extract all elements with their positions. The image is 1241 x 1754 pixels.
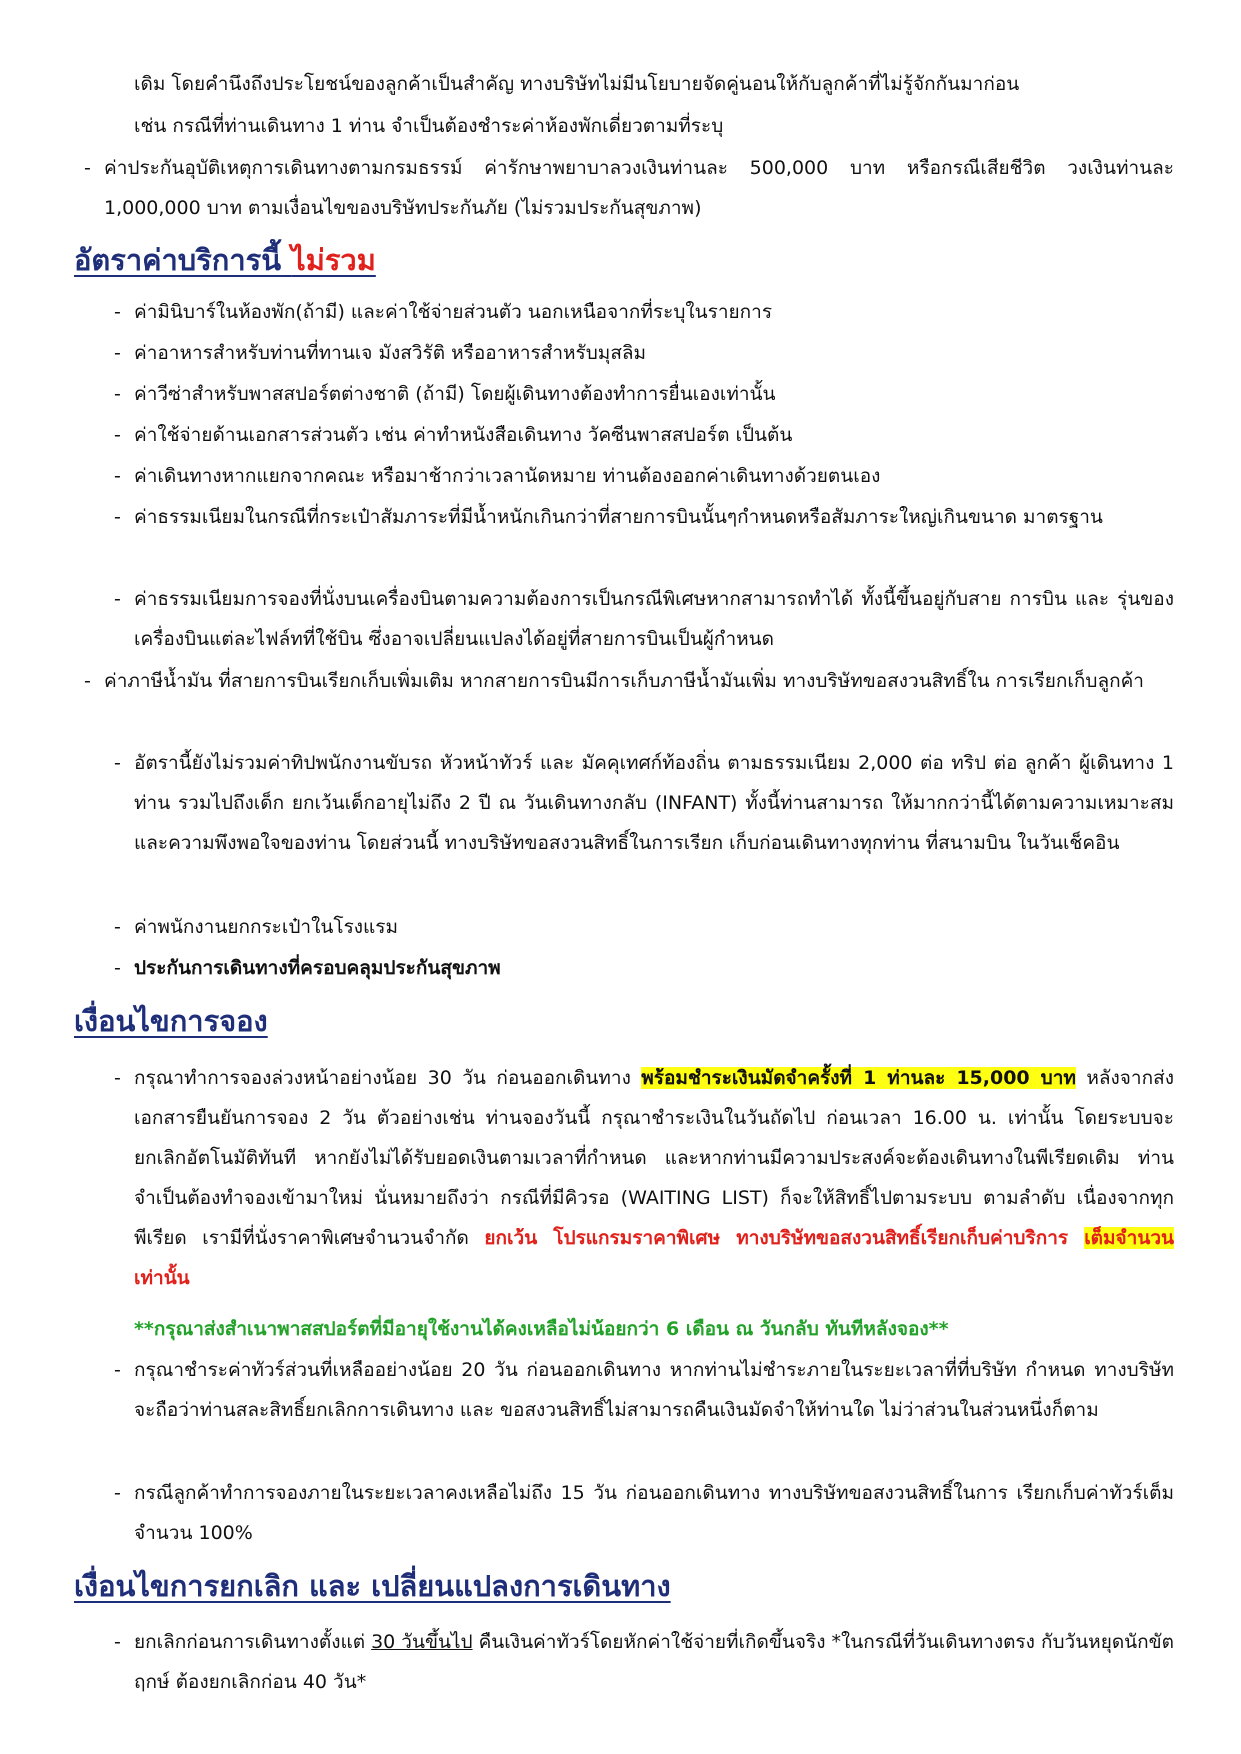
list-item-text xyxy=(134,1058,1174,1298)
bullet-dash: - xyxy=(114,424,121,446)
cancel-text: ยกเลิกก่อนการเดินทางตั้งแต่ xyxy=(134,1631,372,1653)
bullet-dash: - xyxy=(114,465,121,487)
bullet-dash: - xyxy=(114,301,121,323)
section-heading-cancellation: เงื่อนไขการยกเลิก และ เปลี่ยนแปลงการเดินทาง xyxy=(74,1569,671,1603)
section-heading-exclusions xyxy=(74,238,376,282)
intro-line-2: เช่น กรณีที่ท่านเดินทาง 1 ท่าน จำเป็นต้องชำระค่าห้องพักเดี่ยวตามที่ระบุ xyxy=(134,115,724,137)
full-amount-highlight: เต็มจำนวน xyxy=(1084,1227,1174,1249)
bullet-dash: - xyxy=(114,916,121,938)
list-item xyxy=(114,948,1174,988)
bullet-dash: - xyxy=(114,506,121,528)
heading-text-red: ไม่รวม xyxy=(291,243,376,277)
list-item xyxy=(114,333,1174,373)
list-item xyxy=(114,743,1174,863)
list-item xyxy=(114,292,1174,332)
list-item-text: ค่าพนักงานยกกระเป๋าในโรงแรม xyxy=(134,916,399,938)
list-item-text: ค่าอาหารสำหรับท่านที่ทานเจ มังสวิรัติ หรืออาหารสำหรับมุสลิม xyxy=(134,342,647,364)
special-program-note-end: เท่านั้น xyxy=(134,1267,190,1289)
list-item-text: ค่าเดินทางหากแยกจากคณะ หรือมาช้ากว่าเวลานัดหมาย ท่านต้องออกค่าเดินทางด้วยตนเอง xyxy=(134,465,881,487)
list-item-text: อัตรานี้ยังไม่รวมค่าทิปพนักงานขับรถ หัวหน้าทัวร์ และ มัคคุเทศก์ท้องถิ่น ตามธรรมเนียม 2,000 ต่อ ทริป ต่อ ลูกค้า ผู้เดินทาง 1 ท่าน รวมไปถึงเด็ก ยกเว้นเด็กอายุไม่ถึง 2 ปี ณ วันเดินทางกลับ (INFANT) ทั้งนี้ท่านสามารถ ให้มากกว่านี้ได้ตามความเหมาะสมและความพึงพอใจของท่าน โดยส่วนนี้ ทางบริษัทขอสงวนสิทธิ์ในการเรียก เก็บก่อนเดินทางทุกท่าน ที่สนามบิน ในวันเช็คอิน xyxy=(134,752,1174,854)
list-item-deposit xyxy=(114,1058,1174,1298)
bullet-dash: - xyxy=(114,1359,121,1381)
passport-note-text: **กรุณาส่งสำเนาพาสสปอร์ตที่มีอายุใช้งานได้คงเหลือไม่น้อยกว่า 6 เดือน ณ วันกลับ ทันทีหลังจอง** xyxy=(134,1318,949,1340)
list-item xyxy=(114,1622,1174,1702)
special-program-note: ยกเว้น โปรแกรมราคาพิเศษ ทางบริษัทขอสงวนสิทธิ์เรียกเก็บค่าบริการ xyxy=(484,1227,1085,1249)
list-item-text xyxy=(134,1622,1174,1702)
list-item-text: ค่าภาษีน้ำมัน ที่สายการบินเรียกเก็บเพิ่มเติม หากสายการบินมีการเก็บภาษีน้ำมันเพิ่ม ทางบริษัทขอสงวนสิทธิ์ใน การเรียกเก็บลูกค้า xyxy=(104,670,1144,692)
cancel-days-underlined: 30 วันขึ้นไป xyxy=(371,1631,473,1653)
passport-note xyxy=(134,1309,1174,1349)
bullet-dash: - xyxy=(114,588,121,610)
list-item-text: ค่าธรรมเนียมในกรณีที่กระเป๋าสัมภาระที่มีน้ำหนักเกินกว่าที่สายการบินนั้นๆกำหนดหรือสัมภาระใหญ่เกินขนาด มาตรฐาน xyxy=(134,506,1103,528)
list-item-text: กรณีลูกค้าทำการจองภายในระยะเวลาคงเหลือไม่ถึง 15 วัน ก่อนออกเดินทาง ทางบริษัทขอสงวนสิทธิ์ในการ เรียกเก็บค่าทัวร์เต็มจำนวน 100% xyxy=(134,1482,1174,1544)
list-item-text: ค่าธรรมเนียมการจองที่นั่งบนเครื่องบินตามความต้องการเป็นกรณีพิเศษหากสามารถทำได้ ทั้งนี้ขึ้นอยู่กับสาย การบิน และ รุ่นของเครื่องบินแต่ละไฟล์ทที่ใช้บิน ซึ่งอาจเปลี่ยนแปลงได้อยู่ที่สายการบินเป็นผู้กำหนด xyxy=(134,588,1174,650)
deposit-highlight: พร้อมชำระเงินมัดจำครั้งที่ 1 ท่านละ 15,000 บาท xyxy=(641,1067,1076,1089)
list-item-text: ค่ามินิบาร์ในห้องพัก(ถ้ามี) และค่าใช้จ่ายส่วนตัว นอกเหนือจากที่ระบุในรายการ xyxy=(134,301,773,323)
bullet-dash: - xyxy=(114,342,121,364)
bullet-dash: - xyxy=(114,383,121,405)
bullet-dash: - xyxy=(84,157,91,179)
deposit-details: หลังจากส่งเอกสารยืนยันการจอง 2 วัน ตัวอย่างเช่น ท่านจองวันนี้ กรุณาชำระเงินในวันถัดไป ก่อนเวลา 16.00 น. เท่านั้น โดยระบบจะยกเลิกอัตโนมัติทันที หากยังไม่ได้รับยอดเงินตามเวลาที่กำหนด และหากท่านมีความประสงค์จะต้องเดินทางในพีเรียดเดิม ท่านจำเป็นต้องทำจองเข้ามาใหม่ นั่นหมายถึงว่า กรณีที่มีคิวรอ (WAITING LIST) ก็จะให้สิทธิ์ไปตามระบบ ตามลำดับ เนื่องจากทุกพีเรียด เรามีที่นั่งราคาพิเศษจำนวนจำกัด xyxy=(134,1067,1174,1249)
list-item xyxy=(114,907,1174,947)
bullet-dash: - xyxy=(114,1482,121,1504)
list-item xyxy=(114,415,1174,455)
list-item-text: กรุณาชำระค่าทัวร์ส่วนที่เหลืออย่างน้อย 20 วัน ก่อนออกเดินทาง หากท่านไม่ชำระภายในระยะเวลาที่ที่บริษัท กำหนด ทางบริษัทจะถือว่าท่านสละสิทธิ์ยกเลิกการเดินทาง และ ขอสงวนสิทธิ์ไม่สามารถคืนเงินมัดจำให้ท่านใด ไม่ว่าส่วนในส่วนหนึ่งก็ตาม xyxy=(134,1359,1174,1421)
list-item xyxy=(114,456,1174,496)
list-item xyxy=(84,661,1174,701)
list-item-text: ค่าประกันอุบัติเหตุการเดินทางตามกรมธรรม์ ค่ารักษาพยาบาลวงเงินท่านละ 500,000 บาท หรือกรณีเสียชีวิต วงเงินท่านละ 1,000,000 บาท ตามเงื่อนไขของบริษัทประกันภัย (ไม่รวมประกันสุขภาพ) xyxy=(104,157,1174,219)
list-item xyxy=(114,1350,1174,1430)
list-item xyxy=(114,1473,1174,1553)
section-heading-booking: เงื่อนไขการจอง xyxy=(74,1004,268,1038)
deposit-text: กรุณาทำการจองล่วงหน้าอย่างน้อย 30 วัน ก่อนออกเดินทาง xyxy=(134,1067,642,1089)
list-item-insurance xyxy=(84,148,1174,228)
list-item xyxy=(114,374,1174,414)
bullet-dash: - xyxy=(114,957,121,979)
list-item-text: ค่าใช้จ่ายด้านเอกสารส่วนตัว เช่น ค่าทำหนังสือเดินทาง วัคซีนพาสสปอร์ต เป็นต้น xyxy=(134,424,793,446)
intro-line-1: เดิม โดยคำนึงถึงประโยชน์ของลูกค้าเป็นสำคัญ ทางบริษัทไม่มีนโยบายจัดคู่นอนให้กับลูกค้าที่ไม่รู้จักกันมาก่อน xyxy=(134,73,1020,95)
heading-text: อัตราค่าบริการนี้ xyxy=(74,243,282,277)
bullet-dash: - xyxy=(84,670,91,692)
list-item-text: ค่าวีซ่าสำหรับพาสสปอร์ตต่างชาติ (ถ้ามี) โดยผู้เดินทางต้องทำการยื่นเองเท่านั้น xyxy=(134,383,776,405)
cancel-text-rest: คืนเงินค่าทัวร์โดยหักค่าใช้จ่ายที่เกิดขึ้นจริง *ในกรณีที่วันเดินทางตรง กับวันหยุดนักขัตฤกษ์ ต้องยกเลิกก่อน 40 วัน* xyxy=(134,1631,1174,1693)
bullet-dash: - xyxy=(114,1067,121,1089)
list-item xyxy=(114,579,1174,659)
list-item-text: ประกันการเดินทางที่ครอบคลุมประกันสุขภาพ xyxy=(134,957,501,979)
bullet-dash: - xyxy=(114,1631,121,1653)
list-item xyxy=(114,497,1174,537)
bullet-dash: - xyxy=(114,752,121,774)
